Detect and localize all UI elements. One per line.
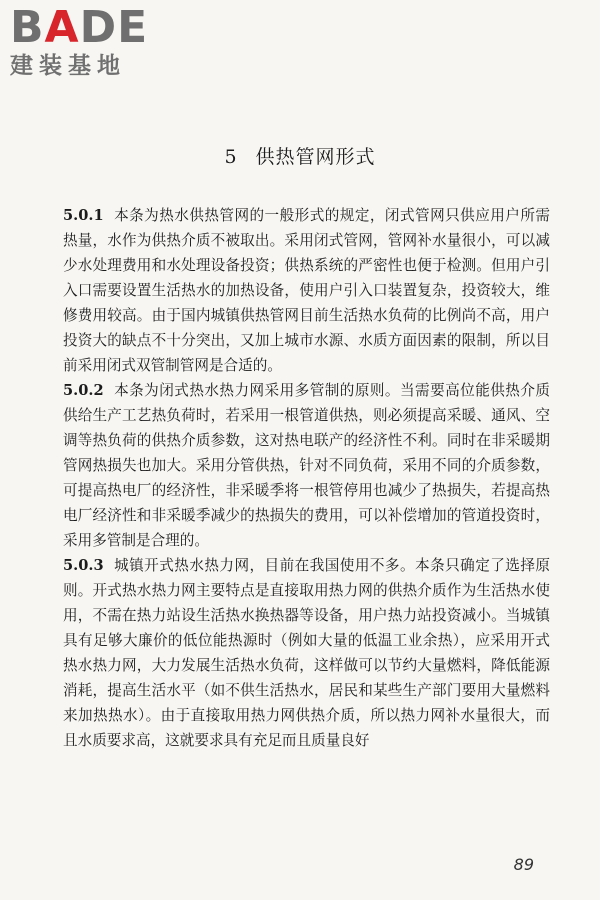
logo-subtitle: 建装基地: [10, 53, 126, 79]
logo-brand-text: BADE: [10, 2, 149, 53]
chapter-title-text: 供热管网形式: [255, 146, 376, 168]
clause-text: 本条为闭式热水热力网采用多管制的原则。当需要高位能供热介质供给生产工艺热负荷时，若采用一根管道供热，则必须提高采暖、通风、空调等热负荷的供热介质参数，这对热电联产的经济性不利。同时在非采暖期管网热损失也加大。采用分管供热，针对不同负荷，采用不同的介质参数，可提高热电厂的经济性，非采暖季将一根管停用也减少了热损失，若提高热电厂经济性和非采暖季减少的热损失的费用，可以补偿增加的管道投资时，采用多管制是合理的。: [63, 382, 550, 549]
clause-number: 5.0.3: [63, 557, 104, 574]
chapter-title: [0, 142, 600, 169]
clause-text: 城镇开式热水热力网，目前在我国使用不多。本条只确定了选择原则。开式热水热力网主要特点是直接取用热力网的供热介质作为生活热水使用，不需在热力站设生活热水换热器等设备，用户热力站投资减小。当城镇具有足够大廉价的低位能热源时（例如大量的低温工业余热），应采用开式热水热力网，大力发展生活热水负荷，这样做可以节约大量燃料，降低能源消耗，提高生活水平（如不供生活热水，居民和某些生产部门要用大量燃料来加热热水）。由于直接取用热力网供热介质，所以热力网补水量很大，而且水质要求高，这就要求具有充足而且质量良好: [63, 557, 550, 749]
clause-number: 5.0.1: [63, 207, 104, 224]
clause-number: 5.0.2: [63, 382, 104, 399]
chapter-number: 5: [224, 146, 238, 168]
clause-5-0-3: [63, 553, 550, 753]
clause-list: [63, 203, 550, 753]
clause-5-0-2: [63, 378, 550, 553]
clause-text: 本条为热水供热管网的一般形式的规定，闭式管网只供应用户所需热量，水作为供热介质不被取出。采用闭式管网，管网补水量很小，可以减少水处理费用和水处理设备投资；供热系统的严密性也便于检测。但用户引入口需要设置生活热水的加热设备，使用户引入口装置复杂，投资较大，维修费用较高。由于国内城镇供热管网目前生活热水负荷的比例尚不高，用户投资大的缺点不十分突出，又加上城市水源、水质方面因素的限制，所以目前采用闭式双管制管网是合适的。: [63, 207, 550, 374]
page-number: 89: [513, 855, 534, 874]
bade-logo: [10, 2, 180, 80]
clause-5-0-1: [63, 203, 550, 378]
